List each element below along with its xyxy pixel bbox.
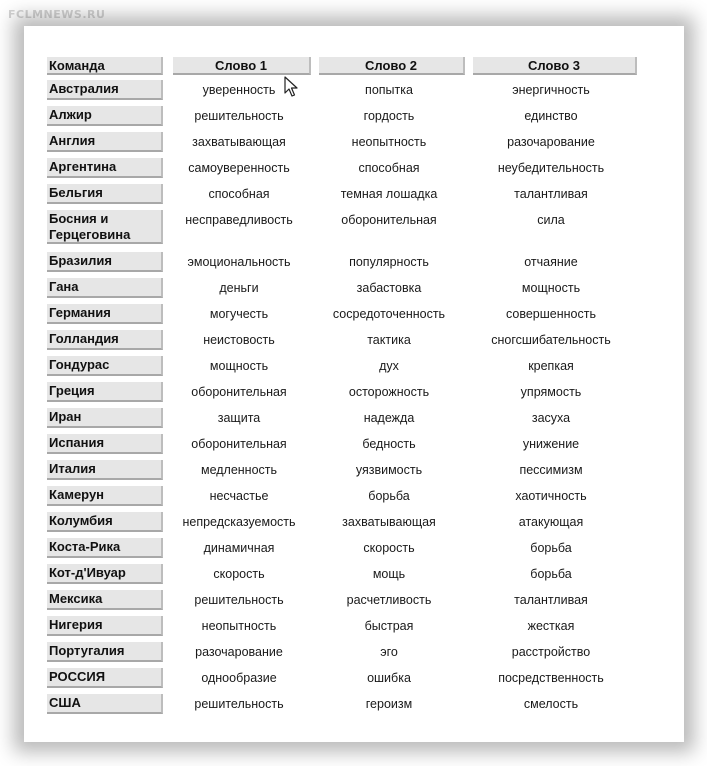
word-1-cell: решительность [194,593,284,607]
table-row [47,304,637,330]
word-3-cell: совершенность [506,307,596,321]
table-row [47,486,637,512]
header-word-3: Слово 3 [473,57,637,75]
word-1-cell: непредсказуемость [182,515,296,529]
table-row [47,106,637,132]
word-3-cell: сила [537,213,565,227]
word-2-cell: борьба [368,489,410,503]
word-1-cell: могучесть [209,307,269,321]
table-row [47,434,637,460]
word-3-cell: упрямость [520,385,582,399]
table-row [47,356,637,382]
table-row [47,564,637,590]
team-name: Камерун [47,486,163,506]
word-2-cell: надежда [363,411,415,425]
word-1-cell: захватывающая [192,135,286,149]
team-name: Мексика [47,590,163,610]
word-2-cell: попытка [365,83,413,97]
table-row [47,460,637,486]
team-name: Испания [47,434,163,454]
word-1-cell: несчастье [209,489,269,503]
table-sheet [42,43,664,723]
word-1-cell: однообразие [201,671,277,685]
team-name: Голландия [47,330,163,350]
word-3-cell: разочарование [507,135,595,149]
table-row [47,694,637,720]
word-1-cell: неопытность [201,619,277,633]
word-2-cell: гордость [363,109,415,123]
word-2-cell: уязвимость [355,463,423,477]
word-3-cell: борьба [530,541,572,555]
word-1-cell: неистовость [203,333,275,347]
team-name: США [47,694,163,714]
mouse-cursor-icon [284,76,298,98]
team-name: Нигерия [47,616,163,636]
word-2-cell: эго [380,645,398,659]
word-2-cell: популярность [349,255,429,269]
table-row [47,184,637,210]
word-3-cell: жесткая [527,619,575,633]
table-row [47,132,637,158]
word-2-cell: сосредоточенность [332,307,446,321]
word-2-cell: осторожность [348,385,430,399]
team-name: Босния и Герцеговина [47,210,163,244]
table-row [47,382,637,408]
word-2-cell: тактика [367,333,411,347]
word-2-cell: расчетливость [346,593,432,607]
team-name: Англия [47,132,163,152]
watermark: FCLMNEWS.RU [8,8,106,21]
word-2-cell: темная лошадка [340,187,438,201]
word-2-cell: быстрая [364,619,414,633]
word-1-cell: разочарование [195,645,283,659]
word-3-cell: хаотичность [515,489,587,503]
word-3-cell: расстройство [511,645,591,659]
word-1-cell: решительность [194,697,284,711]
table-row [47,590,637,616]
table-row [47,252,637,278]
table-row [47,512,637,538]
word-1-cell: способная [208,187,270,201]
table-row [47,158,637,184]
table-row [47,408,637,434]
team-name: Греция [47,382,163,402]
word-3-cell: унижение [522,437,580,451]
word-3-cell: засуха [531,411,571,425]
table-row [47,642,637,668]
team-name: Австралия [47,80,163,100]
word-1-cell: медленность [200,463,278,477]
word-1-cell: решительность [194,109,284,123]
word-2-cell: захватывающая [342,515,436,529]
team-name: Гана [47,278,163,298]
word-3-cell: борьба [530,567,572,581]
word-3-cell: атакующая [518,515,584,529]
word-3-cell: сногсшибательность [491,333,611,347]
team-name: Колумбия [47,512,163,532]
table-row [47,538,637,564]
word-1-cell: несправедливость [185,213,293,227]
header-team: Команда [47,57,163,75]
word-3-cell: пессимизм [519,463,583,477]
word-3-cell: крепкая [528,359,574,373]
word-2-cell: оборонительная [341,213,437,227]
table-row [47,668,637,694]
header-word-1: Слово 1 [173,57,311,75]
word-3-cell: энергичность [512,83,590,97]
word-1-cell: скорость [213,567,265,581]
word-1-cell: мощность [209,359,269,373]
word-2-cell: бедность [362,437,416,451]
team-name: Гондурас [47,356,163,376]
table-header [47,57,637,75]
word-3-cell: единство [524,109,578,123]
word-3-cell: смелость [523,697,579,711]
word-1-cell: защита [217,411,261,425]
word-3-cell: посредственность [498,671,604,685]
word-3-cell: талантливая [514,593,588,607]
word-2-cell: героизм [365,697,413,711]
word-2-cell: ошибка [367,671,411,685]
team-name: Кот-д'Ивуар [47,564,163,584]
word-2-cell: забастовка [356,281,422,295]
word-3-cell: мощность [521,281,581,295]
word-3-cell: неубедительность [497,161,605,175]
word-3-cell: отчаяние [524,255,578,269]
team-name: Бразилия [47,252,163,272]
team-name: Италия [47,460,163,480]
word-3-cell: талантливая [514,187,588,201]
team-name: Бельгия [47,184,163,204]
table-row [47,278,637,304]
word-1-cell: уверенность [202,83,276,97]
word-1-cell: самоуверенность [188,161,290,175]
team-name: Алжир [47,106,163,126]
word-2-cell: мощь [372,567,406,581]
word-1-cell: оборонительная [191,437,287,451]
word-2-cell: скорость [363,541,415,555]
table-row [47,616,637,642]
team-name: Аргентина [47,158,163,178]
team-name: Коста-Рика [47,538,163,558]
word-1-cell: эмоциональность [187,255,291,269]
table-row [47,330,637,356]
header-word-2: Слово 2 [319,57,465,75]
team-name: РОССИЯ [47,668,163,688]
team-name: Германия [47,304,163,324]
word-1-cell: оборонительная [191,385,287,399]
word-1-cell: динамичная [203,541,275,555]
team-name: Португалия [47,642,163,662]
word-2-cell: дух [379,359,399,373]
table-row [47,80,637,106]
word-2-cell: способная [358,161,420,175]
word-2-cell: неопытность [351,135,427,149]
word-1-cell: деньги [219,281,259,295]
table-row [47,210,637,252]
team-name: Иран [47,408,163,428]
table-body [47,80,637,720]
